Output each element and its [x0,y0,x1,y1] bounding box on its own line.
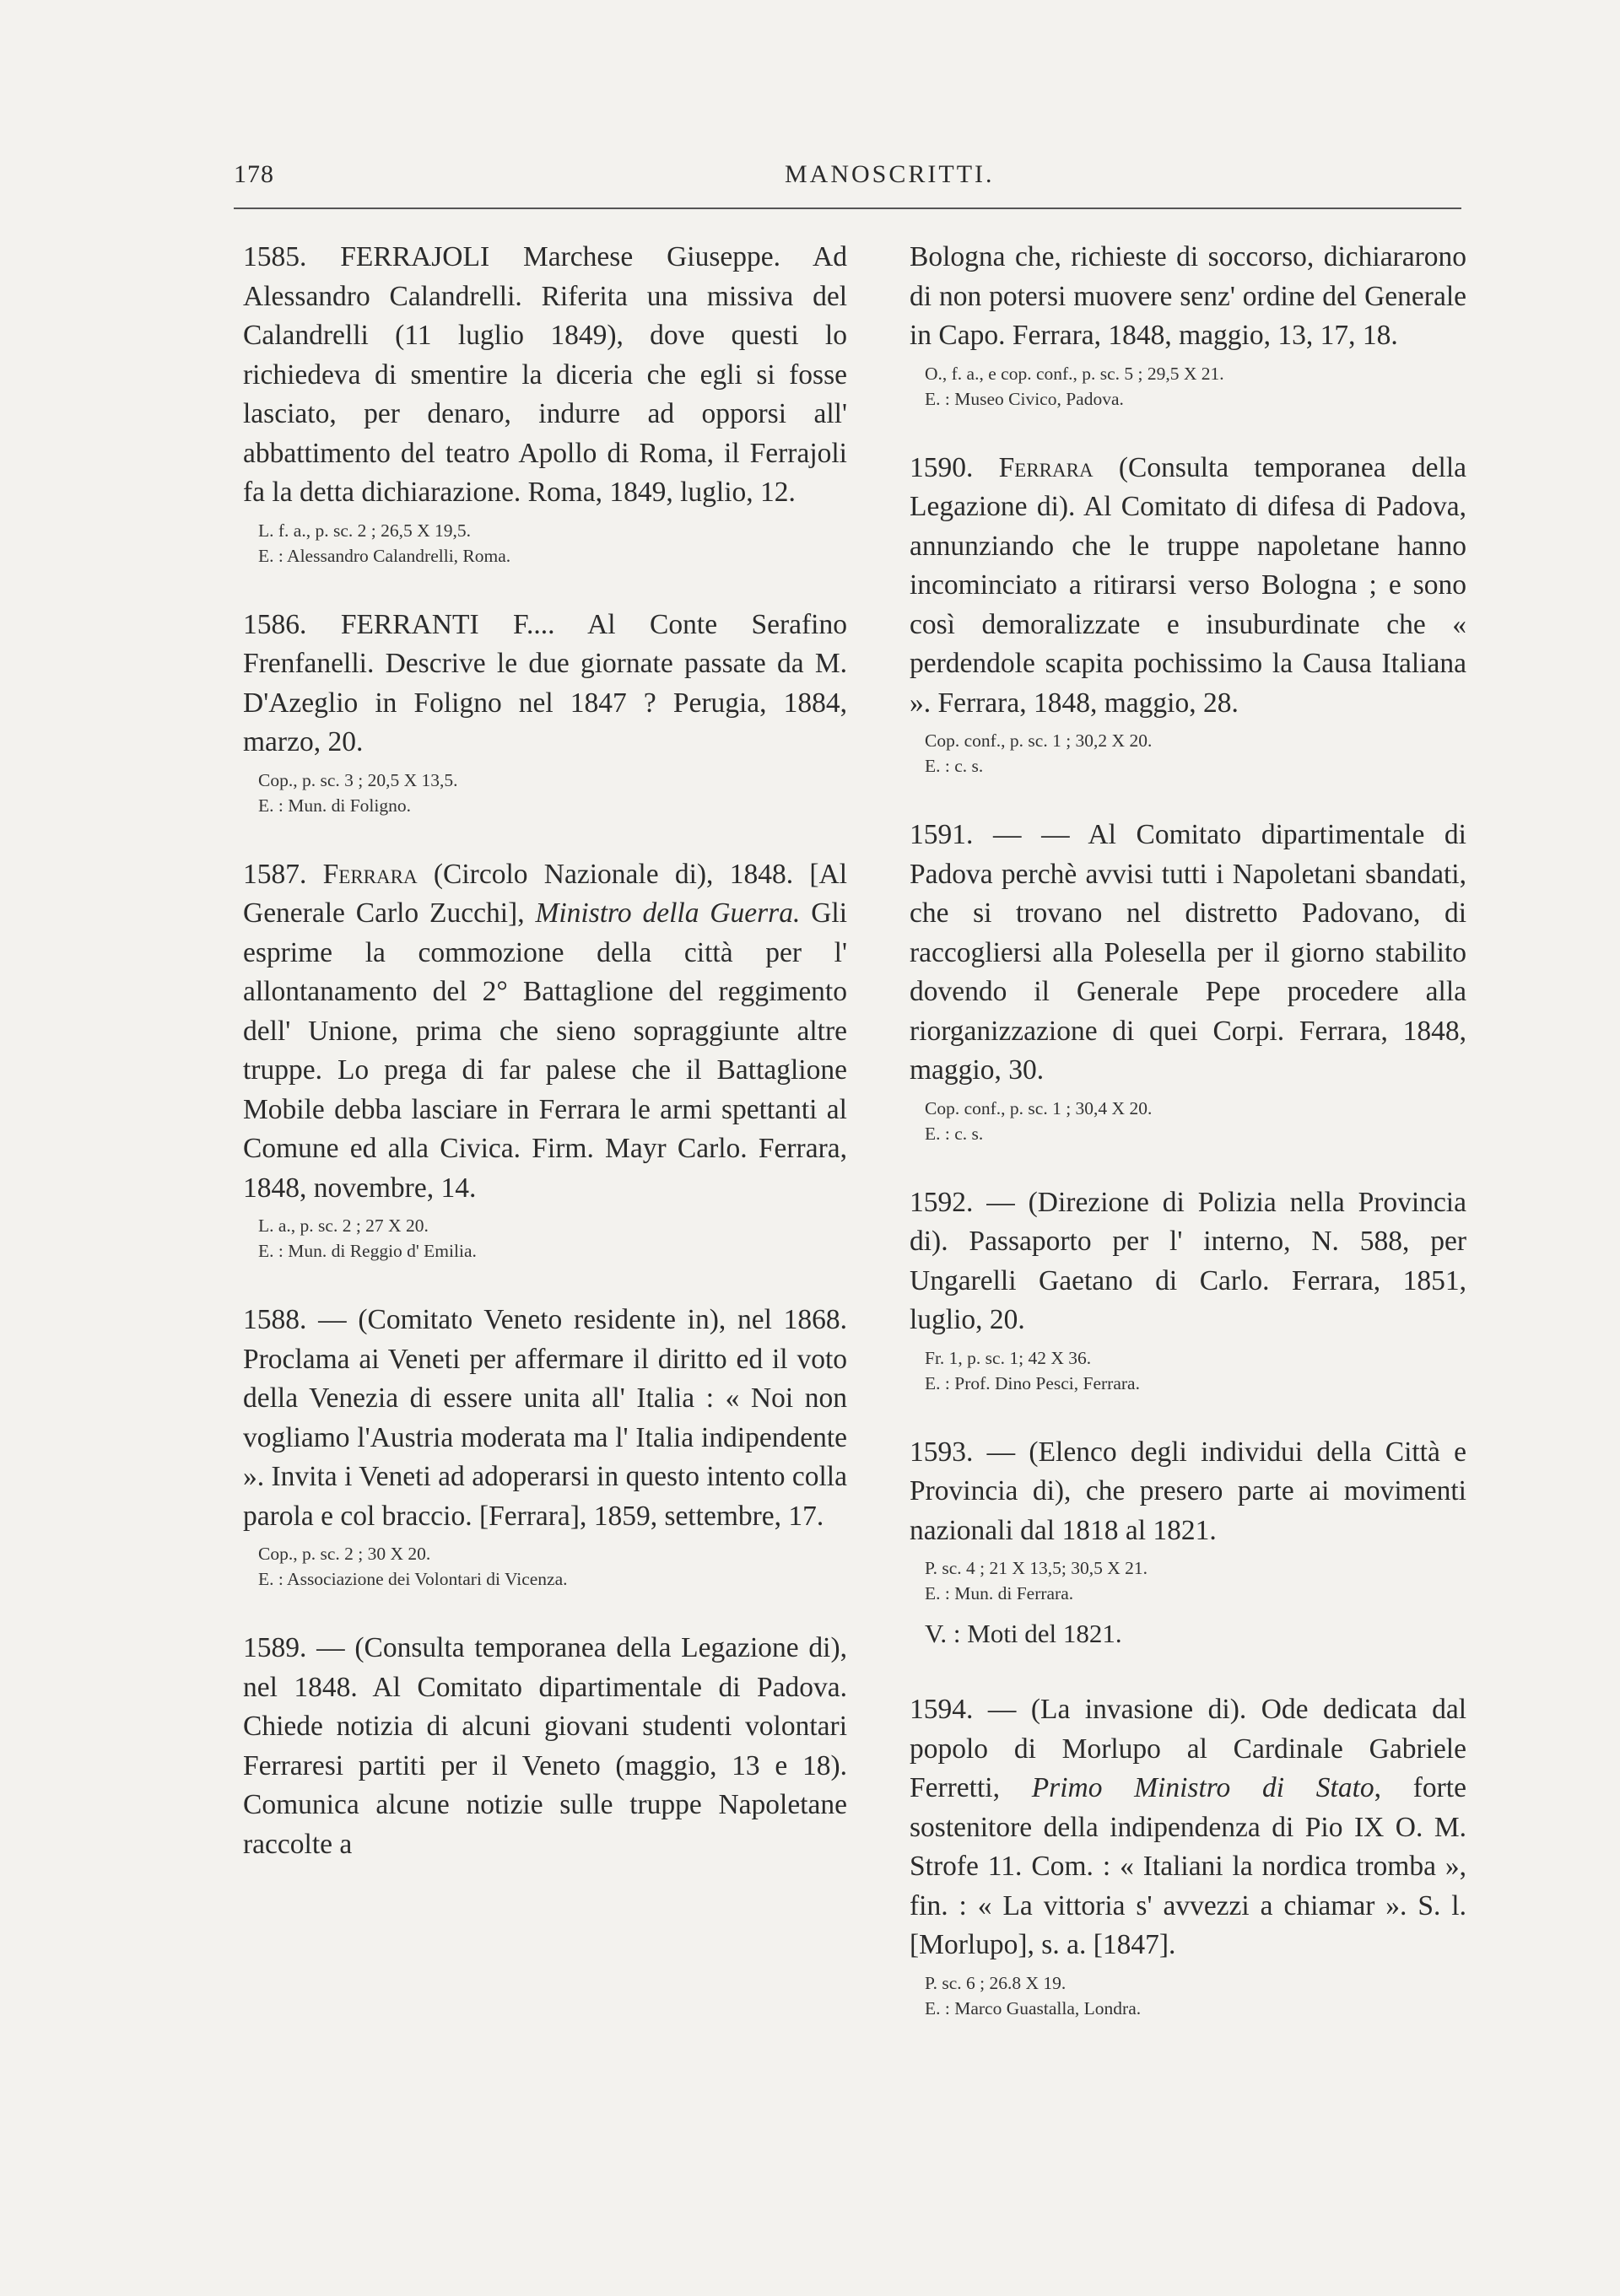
entry-number: 1590. [910,451,974,483]
page-number: 178 [234,160,274,188]
entry-text: 1592. — (Direzione di Polizia nella Provincia di). Passaporto per l' interno, N. 588, per Ungarelli Gaetano di Carlo. Ferrara, 1851, luglio, 20. [910,1186,1466,1335]
entry-text-part: Gli esprime la commozione della città per l' allontanamento del 2° Battaglione del reggimento dell' Unione, prima che sieno sopraggiunte altre truppe. Lo prega di far palese che il Battaglione Mobile debba lasciare in Ferrara le armi spettanti al Comune ed alla Civica. Firm. Mayr Carlo. Ferrara, 1848, novembre, 14. [243,897,847,1204]
entry-heading: Ferrara [998,451,1094,483]
entry-owner: E. : Museo Civico, Padova. [925,388,1124,409]
entry-text [910,1690,1466,1965]
page-header [0,0,1620,211]
entry-owner: E. : Mun. di Foligno. [258,795,411,816]
entry-physical-description: Cop. conf., p. sc. 1 ; 30,2 X 20. [925,730,1153,751]
entry-owner: E. : Prof. Dino Pesci, Ferrara. [925,1372,1140,1393]
entry-physical-description: O., f. a., e cop. conf., p. sc. 5 ; 29,5 X 21. [925,363,1224,384]
entry-1589-continued [910,238,1466,412]
entry-1590 [910,449,1466,779]
entry-text [910,449,1466,724]
entry-1586 [243,606,847,818]
entry-physical-description: P. sc. 4 ; 21 X 13,5; 30,5 X 21. [925,1558,1148,1578]
entry-physical-description: Cop., p. sc. 2 ; 30 X 20. [258,1544,431,1564]
entry-physical-description: Fr. 1, p. sc. 1; 42 X 36. [925,1347,1092,1368]
entry-owner: E. : Mun. di Ferrara. [925,1583,1074,1603]
entry-owner: E. : c. s. [925,756,984,776]
entry-text-part: (Consulta temporanea della Legazione di). Al Comitato di difesa di Padova, annunziando che le truppe napoletane hanno incominciato a ritirarsi verso Bologna ; e sono così demoralizzate e insuburdinate che « perdendole scapita pochissimo la Causa Italiana ». Ferrara, 1848, maggio, 28. [910,451,1466,719]
entry-text: 1586. FERRANTI F.... Al Conte Serafino Frenfanelli. Descrive le due giornate passate da M. D'Azeglio in Foligno nel 1847 ? Perugia, 1884, marzo, 20. [243,608,847,757]
entry-cross-reference: V. : Moti del 1821. [925,1619,1122,1648]
entry-owner: E. : Mun. di Reggio d' Emilia. [258,1241,477,1261]
entry-text: 1591. — — Al Comitato dipartimentale di Padova perchè avvisi tutti i Napoletani sbandati, che si trovano nel distretto Padovano, di raccogliersi alla Polesella per il giorno stabilito dovendo il Generale Pepe procedere alla riorganizzazione di quei Corpi. Ferrara, 1848, maggio, 30. [910,819,1466,1086]
entry-1589 [243,1629,847,1864]
entry-text-part: (Circolo Nazionale di), 1848. [Al Generale Carlo Zucchi], [243,858,848,929]
entry-physical-description: Cop., p. sc. 3 ; 20,5 X 13,5. [258,769,458,790]
entry-text: 1585. FERRAJOLI Marchese Giuseppe. Ad Alessandro Calandrelli. Riferita una missiva del Calandrelli (11 luglio 1849), dove questi lo richiedeva di smentire la diceria che egli si fosse lasciato, per denaro, indurre ad opporsi all' abbattimento del teatro Apollo di Roma, il Ferrajoli fa la detta dichiarazione. Roma, 1849, luglio, 12. [243,241,847,508]
entry-text-part: , forte sostenitore della indipendenza di Pio IX O. M. Strofe 11. Com. : « Italiani la nordica tromba », fin. : « La vittoria s' avvezzi a chiamar ». S. l. [Morlupo], s. a. [1847]. [910,1772,1466,1960]
left-column [243,238,847,1901]
entry-italic-text: Primo Ministro di Stato [1031,1772,1374,1803]
entry-text-part: 1594. — (La invasione di). Ode dedicata dal popolo di Morlupo al Cardinale Gabriele Ferretti, [910,1694,1466,1803]
right-column [910,238,1466,2058]
entry-physical-description: L. f. a., p. sc. 2 ; 26,5 X 19,5. [258,520,471,541]
entry-1585 [243,238,847,569]
entry-owner: E. : Marco Guastalla, Londra. [925,1997,1142,2018]
header-rule [234,208,1461,209]
entry-1592 [910,1183,1466,1396]
entry-1591 [910,816,1466,1146]
running-title: MANOSCRITTI. [785,160,995,188]
entry-physical-description: Cop. conf., p. sc. 1 ; 30,4 X 20. [925,1097,1153,1118]
entry-1593 [910,1433,1466,1654]
entry-text: Bologna che, richieste di soccorso, dichiararono di non potersi muovere senz' ordine del Generale in Capo. Ferrara, 1848, maggio, 13, 17, 18. [910,241,1466,351]
entry-text: 1589. — (Consulta temporanea della Legazione di), nel 1848. Al Comitato dipartimentale di Padova. Chiede notizia di alcuni giovani studenti volontari Ferraresi partiti per il Veneto (maggio, 13 e 18). Comunica alcune notizie sulle truppe Napoletane raccolte a [243,1632,847,1860]
entry-owner: E. : c. s. [925,1123,984,1144]
entry-owner: E. : Associazione dei Volontari di Vicenza. [258,1569,568,1589]
entry-1587 [243,855,847,1264]
entry-1588 [243,1301,847,1592]
entry-physical-description: L. a., p. sc. 2 ; 27 X 20. [258,1215,429,1236]
entry-owner: E. : Alessandro Calandrelli, Roma. [258,545,511,566]
entry-physical-description: P. sc. 6 ; 26.8 X 19. [925,1972,1066,1993]
entry-number: 1587. [243,858,307,890]
entry-text: 1588. — (Comitato Veneto residente in), nel 1868. Proclama ai Veneti per affermare il diritto ed il voto della Venezia di essere unita all' Italia : « Noi non vogliamo l'Austria moderata ma l' Italia indipendente ». Invita i Veneti ad adoperarsi in questo intento colla parola e col braccio. [Ferrara], 1859, settembre, 17. [243,1304,847,1532]
entry-heading: Ferrara [322,858,418,890]
entry-italic-text: Ministro della Guerra. [535,897,801,929]
entry-1594 [910,1690,1466,2021]
entry-text [243,855,847,1209]
entry-text: 1593. — (Elenco degli individui della Città e Provincia di), che presero parte ai movimenti nazionali dal 1818 al 1821. [910,1436,1466,1546]
